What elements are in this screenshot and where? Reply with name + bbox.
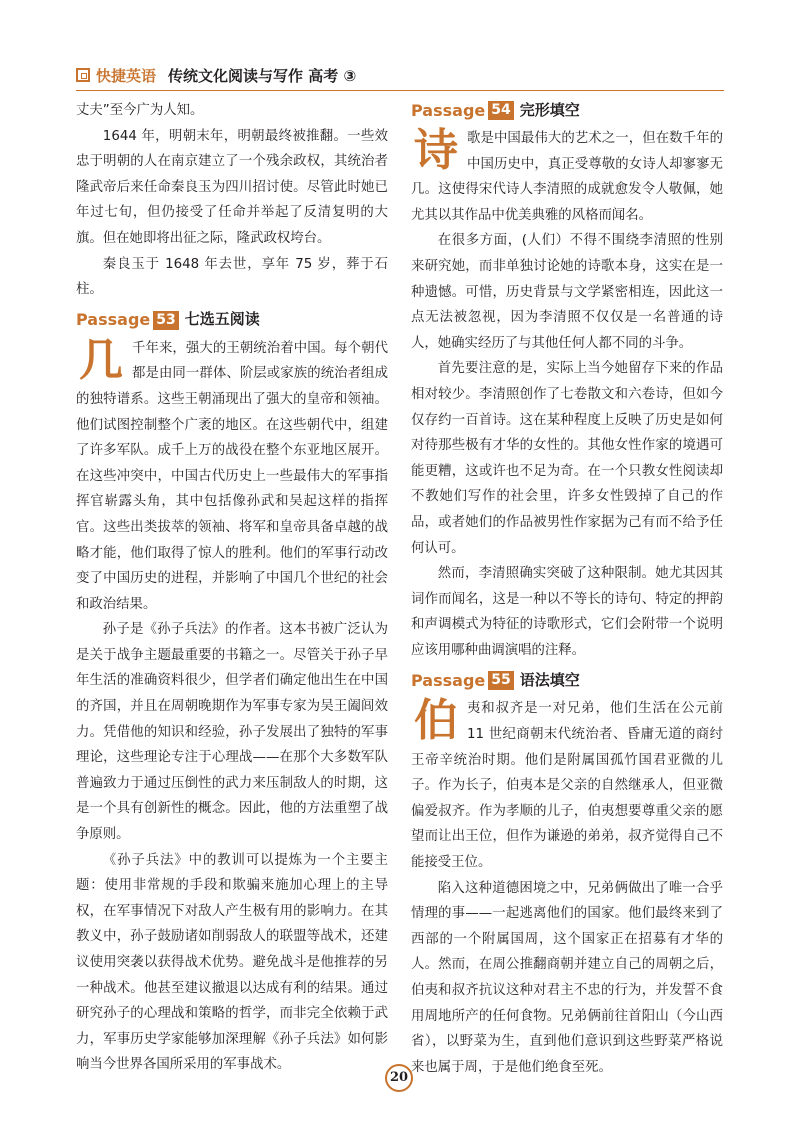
running-header — [76, 64, 356, 86]
paragraph: 孙子是《孙子兵法》的作者。这本书被广泛认为是关于战争主题最重要的书籍之一。尽管关于孙子早年生活的准确资料很少，但学者们确定他出生在中国的齐国，并且在周朝晚期作为军事专家为吴王阖闾效力。凭借他的知识和经验，孙子发展出了独特的军事理论，这些理论专注于心理战——在那个大多数军队普遍致力于通过压倒性的武力来压制敌人的时期，这是一个具有创新性的概念。因此，他的方法重塑了战争原则。 — [76, 622, 388, 843]
passage-title: 语法填空 — [519, 671, 580, 690]
dropcap: 伯 — [414, 695, 458, 747]
passage-label: Passage — [411, 100, 486, 120]
paragraph-text: 歌是中国最伟大的艺术之一，但在数千年的中国历史中，真正受尊敬的女诗人却寥寥无几。这使得宋代诗人李清照的成就愈发令人敬佩，她尤其以其作品中优美典雅的风格而闻名。 — [411, 131, 723, 223]
paragraph — [411, 696, 723, 875]
page-number: 20 — [385, 1064, 413, 1092]
paragraph: 在很多方面，(人们）不得不围绕李清照的性别来研究她，而非单独讨论她的诗歌本身，这实在是一种遗憾。可惜，历史背景与文学紧密相连，因此这一点无法被忽视，因为李清照不仅仅是一名普通的诗人，她确实经历了与其他任何人都不同的斗争。 — [411, 233, 723, 351]
passage-title: 完形填空 — [519, 100, 580, 119]
passage-number: 54 — [488, 101, 513, 120]
dropcap: 诗 — [414, 125, 458, 176]
passage-53-heading — [76, 308, 388, 333]
book-logo-icon — [76, 68, 90, 82]
paragraph: 陷入这种道德困境之中，兄弟俩做出了唯一合乎情理的事——一起逃离他们的国家。他们最终来到了西部的一个附属国周，这个国家正在招募有才华的人。然而，在周公推翻商朝并建立自己的周朝之后，伯夷和叔齐抗议这种对君主不忠的行为，并发誓不食用周地所产的任何食物。兄弟俩前往首阳山（今山西省），以野菜为生，直到他们意识到这些野菜严格说来也属于周，于是他们绝食至死。 — [411, 880, 723, 1075]
dropcap: 几 — [79, 334, 123, 386]
paragraph: 首先要注意的是，实际上当今她留存下来的作品相对较少。李清照创作了七卷散文和六卷诗，但如今仅存约一百首诗。这在某种程度上反映了历史是如何对待那些极有才华的女性的。其他女性作家的境遇可能更糟，这或许也不足为奇。在一个只教女性阅读却不教她们写作的社会里，许多女性毁掉了自己的作品，或者她们的作品被男性作家据为己有而不给予任何认可。 — [411, 361, 723, 556]
header-divider — [76, 90, 724, 91]
passage-55-heading — [411, 668, 723, 693]
paragraph — [411, 126, 723, 228]
left-column — [76, 98, 388, 1078]
right-column — [411, 98, 723, 1080]
passage-54-heading — [411, 98, 723, 123]
passage-number: 53 — [153, 311, 178, 330]
paragraph — [76, 336, 388, 618]
paragraph: 1644 年，明朝末年，明朝最终被推翻。一些效忠于明朝的人在南京建立了一个残余政权，其统治者隆武帝后来任命秦良玉为四川招讨使。尽管此时她已年过七旬，但仍接受了任命并举起了反清复明的大旗。但在她即将出征之际，隆武政权垮台。 — [76, 128, 388, 246]
continued-paragraph: 丈夫”至今广为人知。 — [76, 103, 204, 118]
passage-label: Passage — [411, 671, 486, 691]
paragraph-text: 千年来，强大的王朝统治着中国。每个朝代都是由同一群体、阶层或家族的统治者组成的独特谱系。这些王朝涌现出了强大的皇帝和领袖。他们试图控制整个广袤的地区。在这些朝代中，组建了许多军队。成千上万的战役在整个东亚地区展开。在这些冲突中，中国古代历史上一些最伟大的军事指挥官崭露头角，其中包括像孙武和吴起这样的指挥官。这些出类拔萃的领袖、将军和皇帝具备卓越的战略才能，他们取得了惊人的胜利。他们的军事行动改变了中国历史的进程，并影响了中国几个世纪的社会和政治结果。 — [76, 340, 388, 612]
paragraph: 秦良玉于 1648 年去世，享年 75 岁，葬于石柱。 — [76, 256, 388, 298]
header-series: 传统文化阅读与写作 高考 ③ — [168, 66, 357, 85]
paragraph-text: 夷和叔齐是一对兄弟，他们生活在公元前 11 世纪商朝末代统治者、昏庸无道的商纣王帝辛统治时期。他们是附属国孤竹国君亚微的儿子。作为长子，伯夷本是父亲的自然继承人，但亚微偏爱叔齐。作为孝顺的儿子，伯夷想要尊重父亲的愿望而让出王位，但作为谦逊的弟弟，叔齐觉得自己不能接受王位。 — [411, 701, 723, 871]
passage-label: Passage — [76, 310, 151, 330]
passage-number: 55 — [488, 671, 513, 690]
paragraph: 然而，李清照确实突破了这种限制。她尤其因其词作而闻名，这是一种以不等长的诗句、特定的押韵和声调模式为特征的诗歌形式，它们会附带一个说明应该用哪种曲调演唱的注释。 — [411, 566, 723, 658]
paragraph: 《孙子兵法》中的教训可以提炼为一个主要主题：使用非常规的手段和欺骗来施加心理上的主导权，在军事情况下对敌人产生极有用的影响力。在其教义中，孙子鼓励诸如削弱敌人的联盟等战术，还建议使用突袭以获得战术优势。避免战斗是他推荐的另一种战术。他甚至建议撤退以达成有利的结果。通过研究孙子的心理战和策略的哲学，而非完全依赖于武力，军事历史学家能够加深理解《孙子兵法》如何影响当今世界各国所采用的军事战术。 — [76, 852, 388, 1073]
passage-title: 七选五阅读 — [184, 310, 260, 329]
header-brand: 快捷英语 — [96, 66, 157, 85]
